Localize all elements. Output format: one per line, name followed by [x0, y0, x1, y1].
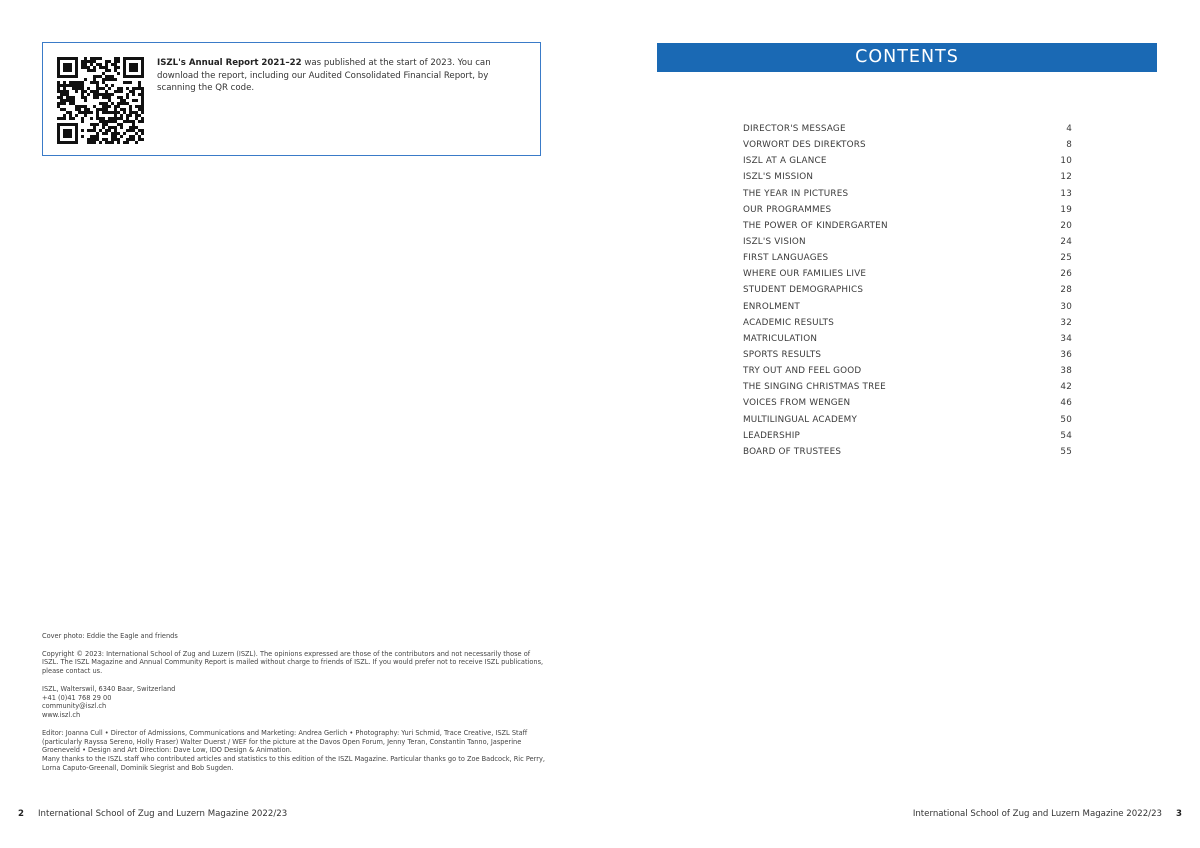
toc-item[interactable]	[743, 398, 1072, 414]
toc-item[interactable]	[743, 156, 1072, 172]
toc-item-page: 13	[1060, 188, 1072, 199]
toc-item-page: 26	[1060, 269, 1072, 280]
credits	[42, 729, 547, 773]
toc-item-page: 50	[1060, 414, 1072, 425]
qr-description-body: was published at the start of 2023. You can download the report, including our Audited Consolidated Financial Report, by scanning the QR code.	[157, 58, 491, 93]
toc-item-label: SPORTS RESULTS	[743, 349, 822, 360]
footer-right-title: International School of Zug and Luzern Magazine 2022/23	[912, 809, 1163, 819]
credits-text: Editor: Joanna Cull • Director of Admissions, Communications and Marketing: Andrea Gerlich • Photography: Yuri Schmid, Trace Creative, ISZL Staff (particularly Rayssa Sereno, Holly Fraser) Walter Duerst / WEF for the picture at the Davos Open Forum, Jenny Teran, Constantin Tanno, Jasperine Groeneveld • Design and Art Direction: Dave Low, IDO Design & Animation.	[42, 728, 528, 755]
website-link[interactable]: www.iszl.ch	[42, 711, 81, 720]
toc-item-label: DIRECTOR'S MESSAGE	[743, 124, 846, 134]
toc-item[interactable]	[743, 269, 1072, 285]
page-number-right: 3	[1176, 809, 1182, 819]
annual-report-qr-panel	[42, 42, 541, 156]
toc-item-label: THE POWER OF KINDERGARTEN	[743, 220, 888, 231]
toc-item[interactable]	[743, 415, 1072, 431]
toc-item-label: THE SINGING CHRISTMAS TREE	[743, 382, 886, 393]
toc-item[interactable]	[743, 366, 1072, 382]
contact-info	[42, 685, 547, 720]
toc-item-page: 34	[1060, 333, 1072, 344]
toc-item-page: 8	[1066, 140, 1072, 151]
toc-item-label: MULTILINGUAL ACADEMY	[743, 414, 858, 425]
toc-item[interactable]	[743, 382, 1072, 398]
toc-item-page: 10	[1060, 156, 1072, 167]
toc-item-page: 32	[1060, 317, 1072, 328]
phone: +41 (0)41 768 29 00	[42, 693, 112, 702]
toc-item-label: MATRICULATION	[743, 333, 818, 344]
toc-item-page: 25	[1060, 253, 1072, 264]
toc-item-label: OUR PROGRAMMES	[743, 204, 832, 215]
toc-item-label: VORWORT DES DIREKTORS	[743, 140, 866, 151]
toc-item[interactable]	[743, 334, 1072, 350]
toc-item-label: ISZL'S MISSION	[743, 172, 814, 183]
imprint-block	[42, 632, 547, 773]
toc-item[interactable]	[743, 318, 1072, 334]
toc-item-label: ISZL'S VISION	[743, 236, 806, 247]
table-of-contents	[743, 124, 1072, 463]
toc-item[interactable]	[743, 285, 1072, 301]
toc-item-page: 4	[1066, 124, 1072, 134]
toc-item-page: 54	[1060, 430, 1072, 441]
toc-item-page: 19	[1060, 204, 1072, 215]
contents-heading: CONTENTS	[657, 43, 1157, 72]
toc-item-page: 42	[1060, 382, 1072, 393]
toc-item[interactable]	[743, 350, 1072, 366]
thanks-text: Many thanks to the ISZL staff who contributed articles and statistics to this edition of the ISZL Magazine. Particular thanks go to Zoe Badcock, Ric Perry, Lorna Caputo-Greenall, Dominik Siegrist and Bob Sugden.	[42, 755, 545, 772]
qr-code-icon	[57, 57, 144, 144]
toc-item[interactable]	[743, 447, 1072, 463]
toc-item-label: ENROLMENT	[743, 301, 800, 312]
toc-item-label: LEADERSHIP	[743, 430, 801, 441]
toc-item-label: FIRST LANGUAGES	[743, 253, 829, 264]
toc-item[interactable]	[743, 431, 1072, 447]
qr-description-bold: ISZL's Annual Report 2021–22	[157, 58, 302, 68]
toc-item-page: 30	[1060, 301, 1072, 312]
toc-item[interactable]	[743, 302, 1072, 318]
toc-item-page: 28	[1060, 285, 1072, 296]
toc-item[interactable]	[743, 189, 1072, 205]
page-number-left: 2	[18, 809, 24, 819]
toc-item-label: TRY OUT AND FEEL GOOD	[743, 366, 862, 377]
cover-photo-credit: Cover photo: Eddie the Eagle and friends	[42, 632, 178, 640]
toc-item-page: 36	[1060, 349, 1072, 360]
toc-item-label: ACADEMIC RESULTS	[743, 317, 835, 328]
toc-item-page: 20	[1060, 220, 1072, 231]
toc-item[interactable]	[743, 253, 1072, 269]
toc-item-label: ISZL AT A GLANCE	[743, 156, 827, 167]
footer-right	[913, 809, 1182, 819]
toc-item-label: THE YEAR IN PICTURES	[743, 188, 849, 199]
toc-item-label: STUDENT DEMOGRAPHICS	[743, 285, 864, 296]
qr-description	[157, 57, 529, 95]
toc-item[interactable]	[743, 124, 1072, 140]
toc-item-label: BOARD OF TRUSTEES	[743, 446, 842, 457]
toc-item[interactable]	[743, 140, 1072, 156]
toc-item[interactable]	[743, 221, 1072, 237]
copyright-notice: Copyright © 2023: International School of Zug and Luzern (ISZL). The opinions expressed are those of the contributors and not necessarily those of ISZL. The ISZL Magazine and Annual Community Report is mailed without charge to friends of ISZL. If you would prefer not to receive ISZL publications, please contact us.	[42, 649, 544, 676]
toc-item-page: 24	[1060, 236, 1072, 247]
toc-item-page: 38	[1060, 366, 1072, 377]
toc-item-page: 46	[1060, 398, 1072, 409]
address: ISZL, Walterswil, 6340 Baar, Switzerland	[42, 684, 176, 693]
email-link[interactable]: community@iszl.ch	[42, 702, 107, 711]
footer-left-title: International School of Zug and Luzern Magazine 2022/23	[37, 809, 288, 819]
footer-left	[18, 809, 287, 819]
toc-item[interactable]	[743, 237, 1072, 253]
toc-item[interactable]	[743, 205, 1072, 221]
toc-item[interactable]	[743, 172, 1072, 188]
toc-item-label: VOICES FROM WENGEN	[743, 398, 851, 409]
toc-item-page: 55	[1060, 446, 1072, 457]
toc-item-label: WHERE OUR FAMILIES LIVE	[743, 269, 867, 280]
toc-item-page: 12	[1060, 172, 1072, 183]
